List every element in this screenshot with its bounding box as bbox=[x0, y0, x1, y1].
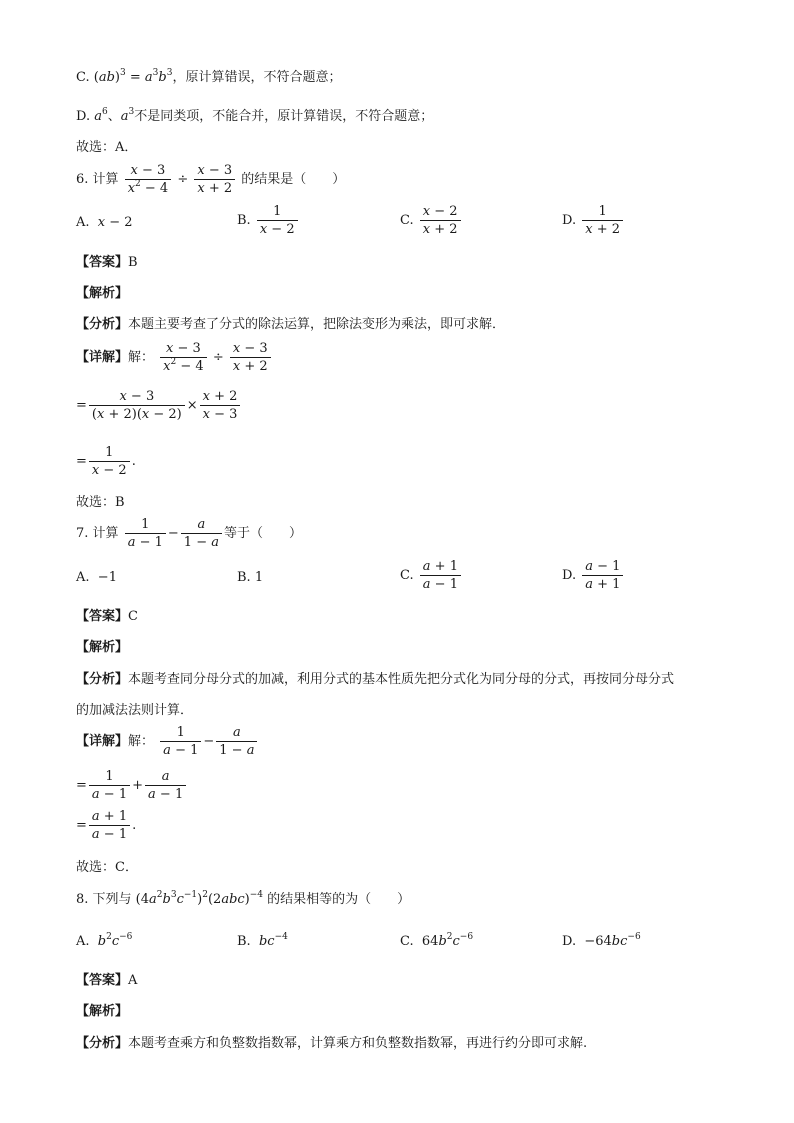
q7-detail-3: = $\frac{a + 1}{a - 1}$ . bbox=[76, 809, 137, 842]
q6-fraction-2: $\frac{x - 3}{x + 2}$ bbox=[194, 162, 235, 197]
q8-analysis: 【分析】本题考查乘方和负整数指数幂，计算乘方和负整数指数幂，再进行约分即可求解. bbox=[76, 1036, 588, 1051]
q7-option-b: B. 1 bbox=[237, 570, 264, 585]
q7-jiexi: 【解析】 bbox=[76, 640, 129, 655]
option-c-explanation: C. $(ab)^3 = a^3b^3$，原计算错误，不符合题意； bbox=[76, 68, 342, 85]
q7-option-d: D. $\frac{a - 1}{a + 1}$ bbox=[562, 558, 625, 593]
q6-option-d: D. $\frac{1}{x + 2}$ bbox=[562, 203, 625, 238]
q6-answer: 【答案】B bbox=[76, 255, 138, 270]
c-line-text: ，原计算错误，不符合题意； bbox=[172, 70, 342, 85]
q6-option-c: C. $\frac{x - 2}{x + 2}$ bbox=[400, 203, 463, 238]
q7-option-a: A. −1 bbox=[76, 570, 117, 585]
q8-option-d: D. $-64bc^{-6}$ bbox=[562, 932, 641, 949]
q8-option-c: C. $64b^2c^{-6}$ bbox=[400, 932, 474, 949]
q8-answer: 【答案】A bbox=[76, 973, 138, 988]
question-8: 8. 下列与 $(4a^2b^3c^{-1})^2(2abc)^{-4}$ 的结果相等的为（ ） bbox=[76, 890, 411, 907]
q7-analysis-2: 的加减法法则计算． bbox=[76, 703, 194, 718]
q7-analysis-1: 【分析】本题考查同分母分式的加减，利用分式的基本性质先把分式化为同分母的分式，再按同分母分式 bbox=[76, 672, 675, 687]
q6-detail-1: 【详解】解： $\frac{x - 3}{x^2 - 4}$ ÷ $\frac{x - 3}{x + 2}$ bbox=[76, 340, 273, 375]
question-6: 6. 计算 $\frac{x - 3}{x^2 - 4}$ ÷ $\frac{x - 3}{x + 2}$ 的结果是（ ） bbox=[76, 163, 346, 196]
q7-answer: 【答案】C bbox=[76, 609, 138, 624]
q6-option-a: A. x − 2 bbox=[76, 215, 133, 230]
q6-detail-3: = $\frac{1}{x - 2}$ . bbox=[76, 445, 136, 478]
q6-conclusion: 故选：B bbox=[76, 495, 125, 510]
q6-detail-2: = $\frac{x - 3}{(x + 2)(x - 2)}$ × $\frac{x + 2}{x - 3}$ bbox=[76, 388, 242, 423]
q7-detail-2: = $\frac{1}{a - 1}$ + $\frac{a}{a - 1}$ bbox=[76, 768, 188, 803]
q6-option-b: B. $\frac{1}{x - 2}$ bbox=[237, 203, 300, 238]
q8-jiexi: 【解析】 bbox=[76, 1004, 129, 1019]
q6-jiexi: 【解析】 bbox=[76, 286, 129, 301]
q6-suffix: 的结果是（ ） bbox=[241, 172, 346, 187]
d-line-text: 不是同类项，不能合并，原计算错误，不符合题意； bbox=[134, 109, 434, 124]
question-7: 7. 计算 $\frac{1}{a - 1}$ − $\frac{a}{1 - a}$ 等于（ ） bbox=[76, 517, 303, 550]
q7-conclusion: 故选：C． bbox=[76, 860, 138, 875]
q8-option-b: B. $bc^{-4}$ bbox=[237, 932, 288, 949]
option-d-explanation: D. $a^6$、$a^3$不是同类项，不能合并，原计算错误，不符合题意； bbox=[76, 107, 434, 124]
q6-fraction-1: $\frac{x - 3}{x^2 - 4}$ bbox=[125, 162, 172, 197]
q7-detail-1: 【详解】解： $\frac{1}{a - 1}$ − $\frac{a}{1 - a}$ bbox=[76, 724, 259, 759]
q6-analysis: 【分析】本题主要考查了分式的除法运算，把除法变形为乘法，即可求解． bbox=[76, 317, 506, 332]
q6-prefix: 6. 计算 bbox=[76, 172, 119, 187]
q7-option-c: C. $\frac{a + 1}{a - 1}$ bbox=[400, 558, 463, 593]
q8-option-a: A. $b^2c^{-6}$ bbox=[76, 932, 133, 949]
choose-a-line: 故选：A． bbox=[76, 140, 138, 155]
